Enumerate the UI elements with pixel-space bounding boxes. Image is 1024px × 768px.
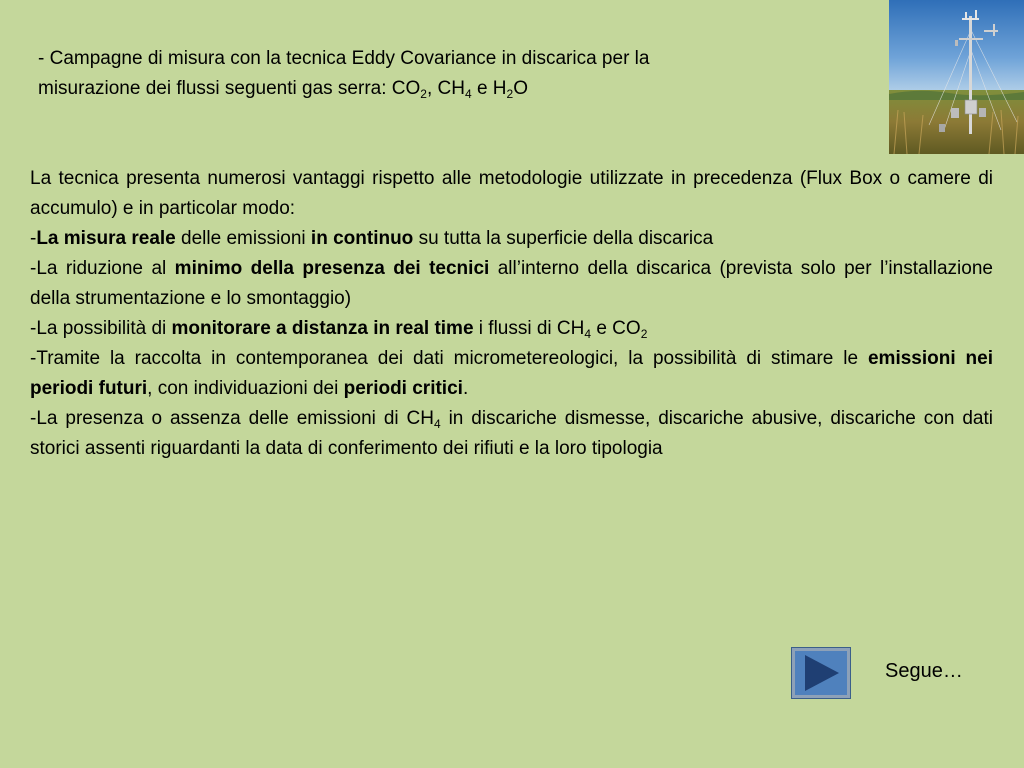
- item-prefix: -La possibilità di: [30, 318, 172, 339]
- header-line-1: - Campagne di misura con la tecnica Eddy Covariance in discarica per la: [38, 48, 650, 69]
- bold-text: periodi critici: [343, 378, 463, 399]
- item-text: i flussi di CH: [473, 318, 585, 339]
- item-text: .: [462, 378, 469, 399]
- item-text: e CO: [591, 318, 641, 339]
- co2-subscript: 2: [420, 87, 427, 101]
- advantage-item-2: [30, 254, 993, 314]
- item-prefix: -La presenza o assenza delle emissioni di CH: [30, 408, 434, 429]
- header-line-2-part-c: e H: [471, 78, 507, 99]
- bold-text: minimo della presenza dei tecnici: [174, 258, 490, 279]
- item-prefix: -: [30, 228, 37, 249]
- header-line-2-part-b: , CH: [426, 78, 465, 99]
- bold-text: emissioni nei periodi futuri: [30, 348, 994, 399]
- item-prefix: -Tramite la raccolta in contemporanea dei dati micrometereologici, la possibilità di stimare le: [30, 348, 868, 369]
- next-label[interactable]: Segue…: [885, 660, 963, 682]
- ch4-subscript: 4: [433, 417, 441, 431]
- play-triangle-icon: [795, 651, 847, 695]
- header-line-2-part-a: misurazione dei flussi seguenti gas serra: CO: [38, 78, 421, 99]
- header-line-2: [38, 74, 798, 104]
- header-line-2-part-d: O: [513, 78, 528, 99]
- item-text: su tutta la superficie della discarica: [413, 228, 714, 249]
- advantage-item-4: [30, 344, 993, 404]
- body-text: [30, 164, 993, 464]
- ch4-subscript: 4: [464, 87, 472, 101]
- header-text: [38, 44, 798, 104]
- ch4-subscript: 4: [584, 327, 592, 341]
- next-slide-button[interactable]: [792, 648, 850, 698]
- advantage-item-5: [30, 404, 993, 464]
- eddy-covariance-tower-photo: [889, 0, 1024, 154]
- intro-paragraph: La tecnica presenta numerosi vantaggi rispetto alle metodologie utilizzate in precedenza (Flux Box o camere di accumulo) e in particolar modo:: [30, 168, 993, 219]
- item-text: , con individuazioni dei: [147, 378, 344, 399]
- bold-text: in continuo: [310, 228, 414, 249]
- bold-text: monitorare a distanza in real time: [171, 318, 474, 339]
- co2-subscript: 2: [640, 327, 648, 341]
- item-text: in discariche dismesse, discariche abusive, discariche con dati storici assenti riguardanti la data di conferimento dei rifiuti e la loro tipologia: [30, 408, 993, 459]
- h2o-subscript: 2: [506, 87, 514, 101]
- advantage-item-1: [30, 224, 993, 254]
- item-text: delle emissioni: [175, 228, 311, 249]
- item-text: all’interno della discarica (prevista solo per l’installazione della strumentazione e lo smontaggio): [30, 258, 993, 309]
- bold-text: La misura reale: [36, 228, 176, 249]
- item-prefix: -La riduzione al: [30, 258, 175, 279]
- advantage-item-3: [30, 314, 993, 344]
